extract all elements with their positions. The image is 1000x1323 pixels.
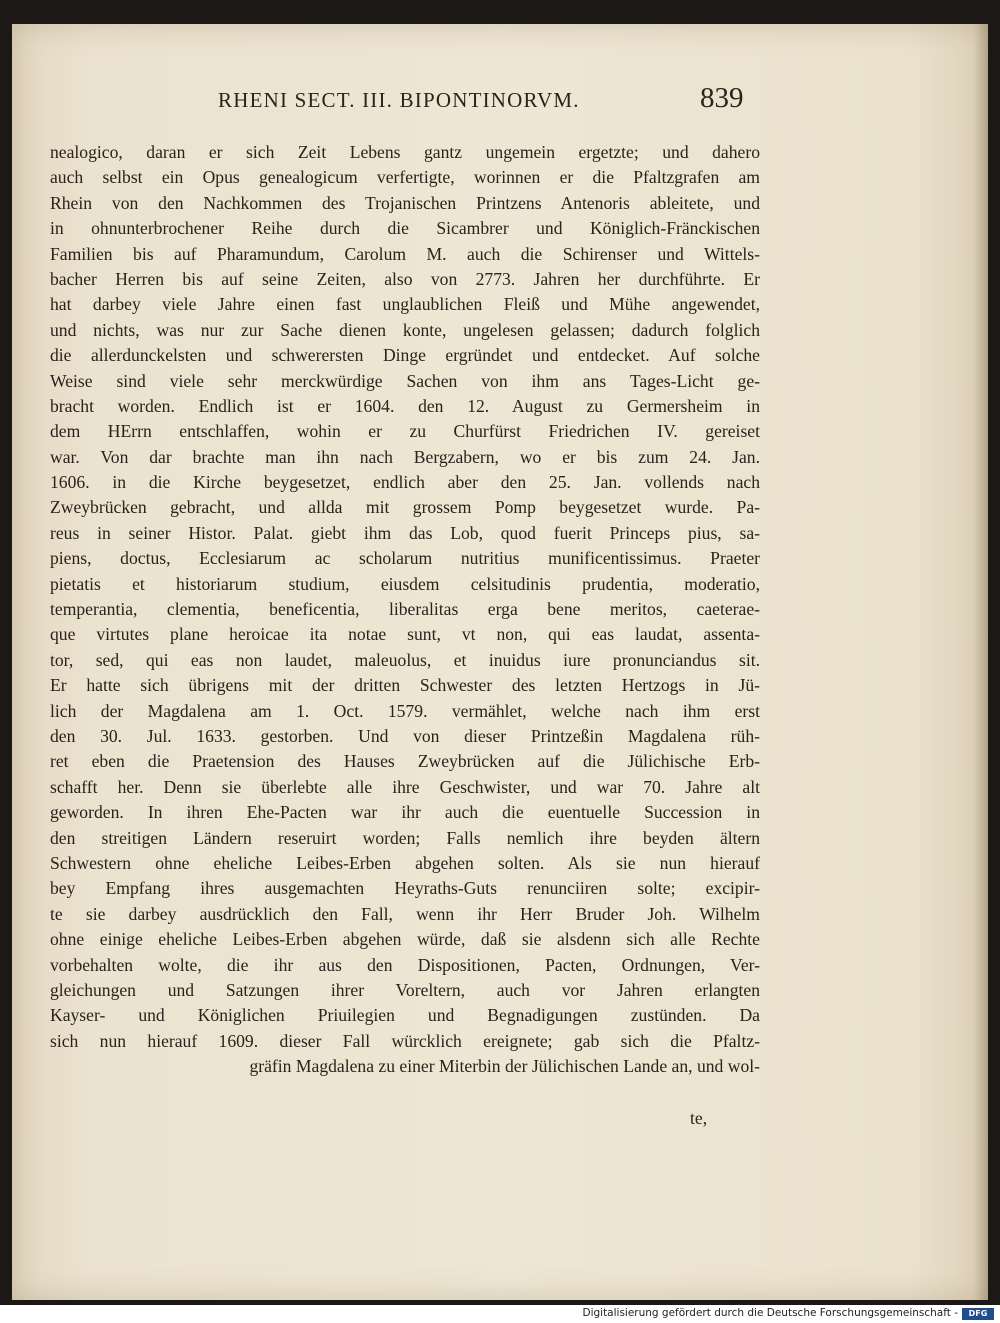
text-line: auch selbst ein Opus genealogicum verfertigte, worinnen er die Pfaltzgrafen am — [50, 167, 760, 188]
text-line: schafft her. Denn sie überlebte alle ihre Geschwister, und war 70. Jahre alt — [50, 776, 760, 797]
text-line: Er hatte sich übrigens mit der dritten Schwester des letzten Hertzogs in Jü- — [50, 675, 760, 696]
text-line: piens, doctus, Ecclesiarum ac scholarum nutritius munificentissimus. Praeter — [50, 548, 760, 569]
text-line: reus in seiner Histor. Palat. giebt ihm das Lob, quod fuerit Princeps pius, sa- — [50, 522, 760, 543]
text-line: bey Empfang ihres ausgemachten Heyraths-Guts renunciiren solte; excipir- — [50, 878, 760, 899]
text-line: Zweybrücken gebracht, und allda mit grossem Pomp beygesetzet wurde. Pa- — [50, 497, 760, 518]
text-line: ret eben die Praetension des Hauses Zweybrücken auf die Jülichische Erb- — [50, 751, 760, 772]
text-line: que virtutes plane heroicae ita notae sunt, vt non, qui eas laudat, assenta- — [50, 624, 760, 645]
text-line: hat darbey viele Jahre einen fast unglaublichen Fleiß und Mühe angewendet, — [50, 294, 760, 315]
body-text — [50, 140, 760, 1079]
text-line: tor, sed, qui eas non laudet, maleuolus, et inuidus iure pronunciandus sit. — [50, 649, 760, 670]
text-line: die allerdunckelsten und schwerersten Dinge ergründet und entdecket. Auf solche — [50, 345, 760, 366]
text-line: 1606. in die Kirche beygesetzet, endlich aber den 25. Jan. vollends nach — [50, 472, 760, 493]
text-line: bracht worden. Endlich ist er 1604. den 12. August zu Germersheim in — [50, 395, 760, 416]
text-line: vorbehalten wolte, die ihr aus den Dispositionen, Pacten, Ordnungen, Ver- — [50, 954, 760, 975]
text-line: und nichts, was nur zur Sache dienen konte, ungelesen gelassen; dadurch folglich — [50, 319, 760, 340]
text-line: Schwestern ohne eheliche Leibes-Erben abgehen solten. Als sie nun hierauf — [50, 852, 760, 873]
text-line: ohne einige eheliche Leibes-Erben abgehen würde, daß sie alsdenn sich alle Rechte — [50, 929, 760, 950]
text-line: lich der Magdalena am 1. Oct. 1579. vermählet, welche nach ihm erst — [50, 700, 760, 721]
text-line: geworden. In ihren Ehe-Pacten war ihr auch die euentuelle Succession in — [50, 802, 760, 823]
text-line: Weise sind viele sehr merckwürdige Sachen von ihm ans Tages-Licht ge- — [50, 370, 760, 391]
text-line: den streitigen Ländern reseruirt worden; Falls nemlich ihre beyden ältern — [50, 827, 760, 848]
text-line: Familien bis auf Pharamundum, Carolum M. auch die Schirenser und Wittels- — [50, 243, 760, 264]
text-line: in ohnunterbrochener Reihe durch die Sicambrer und Königlich-Fränckischen — [50, 218, 760, 239]
text-line: dem HErrn entschlaffen, wohin er zu Churfürst Friedrichen IV. gereiset — [50, 421, 760, 442]
text-line: Rhein von den Nachkommen des Trojanischen Printzens Antenoris ableitete, und — [50, 192, 760, 213]
text-line: den 30. Jul. 1633. gestorben. Und von dieser Printzeßin Magdalena rüh- — [50, 725, 760, 746]
page-edge-shadow — [974, 24, 988, 1300]
text-line: gleichungen und Satzungen ihrer Voreltern, auch vor Jahren erlangten — [50, 979, 760, 1000]
running-head: RHENI SECT. III. BIPONTINORVM. — [218, 88, 580, 112]
text-line: pietatis et historiarum studium, eiusdem celsitudinis prudentia, moderatio, — [50, 573, 760, 594]
text-line: gräfin Magdalena zu einer Miterbin der Jülichischen Lande an, und wol- — [249, 1056, 760, 1077]
text-line: Kayser- und Königlichen Priuilegien und Begnadigungen zustünden. Da — [50, 1005, 760, 1026]
text-line: temperantia, clementia, beneficentia, liberalitas erga bene meritos, caeterae- — [50, 599, 760, 620]
page-number: 839 — [700, 82, 744, 114]
text-line: war. Von dar brachte man ihn nach Bergzabern, wo er bis zum 24. Jan. — [50, 446, 760, 467]
text-line: sich nun hierauf 1609. dieser Fall würcklich ereignete; gab sich die Pfaltz- — [50, 1030, 760, 1051]
catchword: te, — [690, 1108, 708, 1128]
funding-credit: Digitalisierung gefördert durch die Deutsche Forschungsgemeinschaft - — [582, 1307, 958, 1319]
dfg-logo: DFG — [962, 1308, 994, 1320]
text-line: nealogico, daran er sich Zeit Lebens gantz ungemein ergetzte; und dahero — [50, 142, 760, 162]
text-line: te sie darbey ausdrücklich den Fall, wenn ihr Herr Bruder Joh. Wilhelm — [50, 903, 760, 924]
text-line: bacher Herren bis auf seine Zeiten, also von 2773. Jahren her durchführte. Er — [50, 268, 760, 289]
